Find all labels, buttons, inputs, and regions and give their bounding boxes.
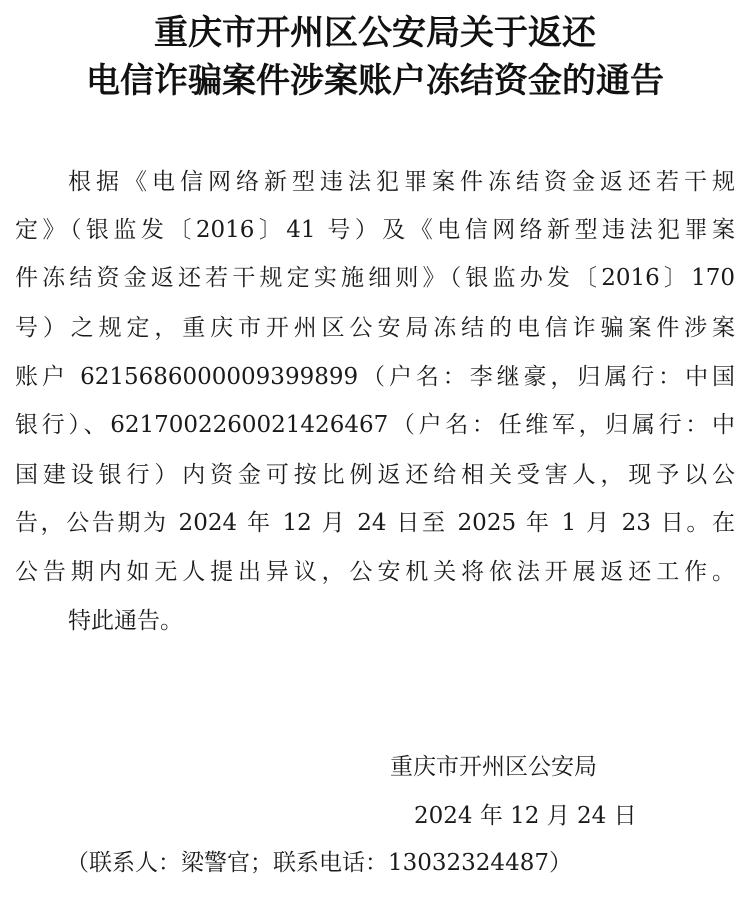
issuer-name: 重庆市开州区公安局 [390, 754, 597, 780]
body-line-6: 银行）、6217002260021426467（户名：任维军，归属行：中 [15, 412, 735, 438]
body-line-4: 号）之规定，重庆市开州区公安局冻结的电信诈骗案件涉案 [15, 315, 735, 341]
body-line-9: 公告期内如无人提出异议，公安机关将依法开展返还工作。 [15, 559, 735, 585]
body-line-7: 国建设银行）内资金可按比例返还给相关受害人，现予以公 [15, 462, 735, 488]
issue-date: 2024 年 12 月 24 日 [414, 803, 637, 829]
body-line-1: 根据《电信网络新型违法犯罪案件冻结资金返还若干规 [68, 169, 735, 195]
body-line-5: 账户 6215686000009399899（户名：李继豪，归属行：中国 [15, 364, 735, 390]
notice-title-line-1: 重庆市开州区公安局关于返还 [154, 13, 596, 53]
closing-line: 特此通告。 [68, 608, 183, 634]
body-line-3: 件冻结资金返还若干规定实施细则》（银监办发〔2016〕170 [15, 265, 735, 291]
body-line-8: 告，公告期为 2024 年 12 月 24 日至 2025 年 1 月 23 日。在 [15, 510, 735, 536]
body-line-2: 定》（银监发〔2016〕41 号）及《电信网络新型违法犯罪案 [15, 217, 735, 243]
notice-title-line-2: 电信诈骗案件涉案账户冻结资金的通告 [86, 61, 664, 101]
contact-info: （联系人：梁警官；联系电话：13032324487） [66, 850, 572, 876]
